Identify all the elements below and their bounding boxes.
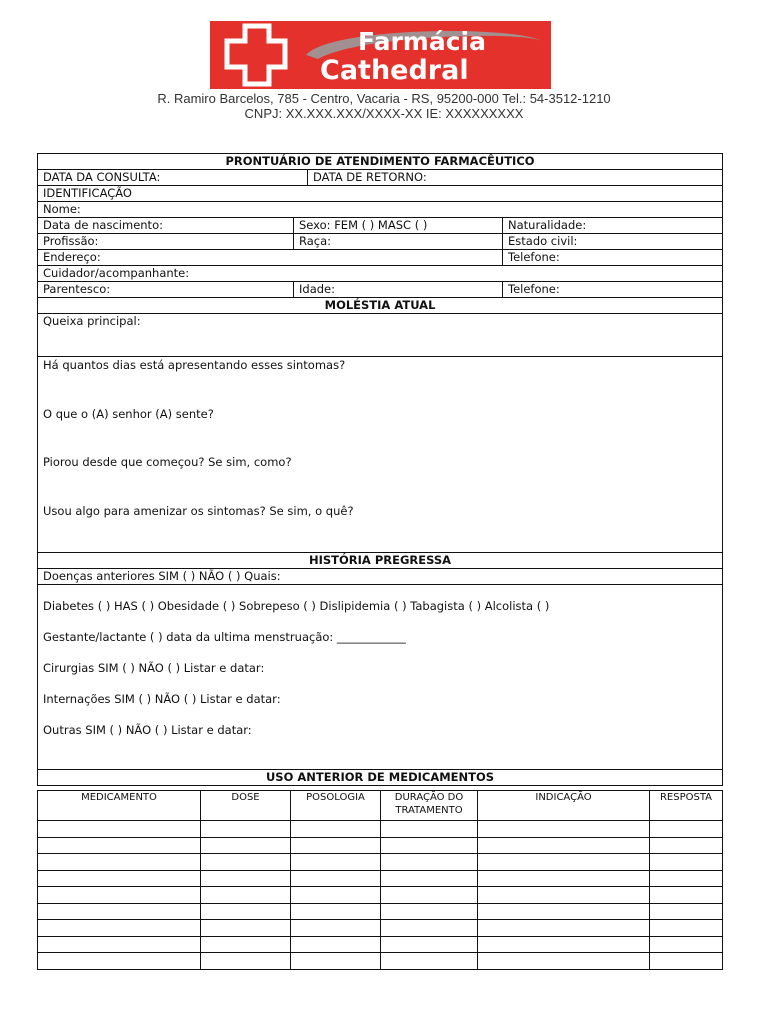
gestante-line: Gestante/lactante ( ) data da ultima menstruação: ____________ — [43, 630, 406, 644]
table-cell[interactable] — [291, 854, 381, 871]
table-cell[interactable] — [650, 920, 723, 937]
table-cell[interactable] — [291, 920, 381, 937]
address-line: R. Ramiro Barcelos, 785 - Centro, Vacaria - RS, 95200-000 Tel.: 54-3512-1210 — [157, 91, 611, 106]
cirurgias-line: Cirurgias SIM ( ) NÃO ( ) Listar e datar: — [43, 661, 265, 675]
table-cell[interactable] — [201, 936, 291, 953]
table-cell[interactable] — [381, 936, 478, 953]
table-cell[interactable] — [381, 920, 478, 937]
table-cell[interactable] — [650, 903, 723, 920]
table-cell[interactable] — [201, 887, 291, 904]
table-cell[interactable] — [478, 936, 650, 953]
diabetes-line: Diabetes ( ) HAS ( ) Obesidade ( ) Sobrepeso ( ) Dislipidemia ( ) Tabagista ( ) Alcolista ( ) — [43, 599, 550, 613]
table-row[interactable] — [38, 953, 723, 970]
medication-table — [37, 790, 723, 970]
table-cell[interactable] — [478, 887, 650, 904]
table-cell[interactable] — [201, 821, 291, 838]
table-cell[interactable] — [650, 936, 723, 953]
historia-heading: HISTÓRIA PREGRESSA — [38, 553, 723, 569]
question-amenizar: Usou algo para amenizar os sintomas? Se sim, o quê? — [43, 503, 354, 518]
question-dias: Há quantos dias está apresentando esses sintomas? — [43, 358, 346, 372]
table-cell[interactable] — [201, 870, 291, 887]
queixa-field[interactable]: Queixa principal: — [38, 314, 723, 357]
table-cell[interactable] — [291, 870, 381, 887]
table-cell[interactable] — [38, 953, 201, 970]
table-cell[interactable] — [478, 837, 650, 854]
table-cell[interactable] — [201, 920, 291, 937]
question-piorou: Piorou desde que começou? Se sim, como? — [43, 455, 292, 469]
table-cell[interactable] — [381, 953, 478, 970]
table-cell[interactable] — [478, 903, 650, 920]
table-cell[interactable] — [38, 837, 201, 854]
col-medicamento: MEDICAMENTO — [38, 791, 201, 821]
raca-field[interactable]: Raça: — [294, 234, 503, 250]
table-row[interactable] — [38, 854, 723, 871]
table-cell[interactable] — [291, 953, 381, 970]
idade-field[interactable]: Idade: — [294, 282, 503, 298]
cross-icon — [227, 26, 285, 84]
table-cell[interactable] — [381, 887, 478, 904]
doencas-field[interactable]: Doenças anteriores SIM ( ) NÃO ( ) Quais: — [38, 569, 723, 585]
table-cell[interactable] — [38, 920, 201, 937]
table-cell[interactable] — [201, 854, 291, 871]
table-cell[interactable] — [291, 821, 381, 838]
table-row[interactable] — [38, 870, 723, 887]
brand-line2: Cathedral — [320, 55, 469, 86]
cuidador-field[interactable]: Cuidador/acompanhante: — [38, 266, 723, 282]
estado-civil-field[interactable]: Estado civil: — [503, 234, 723, 250]
table-cell[interactable] — [478, 854, 650, 871]
parentesco-field[interactable]: Parentesco: — [38, 282, 294, 298]
table-cell[interactable] — [38, 936, 201, 953]
cnpj-line: CNPJ: XX.XXX.XXX/XXXX-XX IE: XXXXXXXXX — [244, 106, 524, 121]
col-indicacao: INDICAÇÃO — [478, 791, 650, 821]
col-resposta: RESPOSTA — [650, 791, 723, 821]
table-cell[interactable] — [381, 870, 478, 887]
table-row[interactable] — [38, 821, 723, 838]
form-title: PRONTUÁRIO DE ATENDIMENTO FARMACÊUTICO — [38, 154, 723, 170]
col-duracao: DURAÇÃO DO TRATAMENTO — [381, 791, 478, 821]
table-row[interactable] — [38, 903, 723, 920]
table-cell[interactable] — [381, 854, 478, 871]
table-cell[interactable] — [201, 953, 291, 970]
table-row[interactable] — [38, 837, 723, 854]
table-cell[interactable] — [381, 903, 478, 920]
brand-line1: Farmácia — [358, 27, 486, 56]
col-dose: DOSE — [201, 791, 291, 821]
telefone-field[interactable]: Telefone: — [503, 250, 723, 266]
table-cell[interactable] — [478, 870, 650, 887]
table-cell[interactable] — [381, 837, 478, 854]
data-consulta-field[interactable]: DATA DA CONSULTA: — [38, 170, 308, 186]
endereco-field[interactable]: Endereço: — [38, 250, 503, 266]
historia-block[interactable] — [38, 585, 723, 770]
table-cell[interactable] — [650, 821, 723, 838]
table-cell[interactable] — [650, 854, 723, 871]
internacoes-line: Internações SIM ( ) NÃO ( ) Listar e datar: — [43, 692, 281, 706]
table-cell[interactable] — [291, 837, 381, 854]
sexo-field[interactable]: Sexo: FEM ( ) MASC ( ) — [294, 218, 503, 234]
table-row[interactable] — [38, 887, 723, 904]
nome-field[interactable]: Nome: — [38, 202, 723, 218]
form-table — [37, 153, 723, 786]
table-cell[interactable] — [478, 821, 650, 838]
table-cell[interactable] — [201, 837, 291, 854]
table-row[interactable] — [38, 936, 723, 953]
table-cell[interactable] — [38, 821, 201, 838]
telefone2-field[interactable]: Telefone: — [503, 282, 723, 298]
naturalidade-field[interactable]: Naturalidade: — [503, 218, 723, 234]
data-retorno-field[interactable]: DATA DE RETORNO: — [308, 170, 723, 186]
table-cell[interactable] — [478, 920, 650, 937]
logo-graphic — [210, 21, 551, 89]
table-cell[interactable] — [201, 903, 291, 920]
table-cell[interactable] — [650, 837, 723, 854]
table-cell[interactable] — [291, 903, 381, 920]
table-cell[interactable] — [650, 953, 723, 970]
data-nascimento-field[interactable]: Data de nascimento: — [38, 218, 294, 234]
profissao-field[interactable]: Profissão: — [38, 234, 294, 250]
table-cell[interactable] — [478, 953, 650, 970]
outras-line: Outras SIM ( ) NÃO ( ) Listar e datar: — [43, 723, 252, 737]
table-cell[interactable] — [38, 903, 201, 920]
col-posologia: POSOLOGIA — [291, 791, 381, 821]
table-cell[interactable] — [291, 936, 381, 953]
sintomas-block[interactable] — [38, 357, 723, 553]
table-cell[interactable] — [381, 821, 478, 838]
uso-anterior-heading: USO ANTERIOR DE MEDICAMENTOS — [38, 770, 723, 786]
identificacao-heading: IDENTIFICAÇÃO — [38, 186, 723, 202]
pharmacy-logo — [210, 21, 551, 89]
molestia-heading: MOLÉSTIA ATUAL — [38, 298, 723, 314]
table-row[interactable] — [38, 920, 723, 937]
table-cell[interactable] — [38, 887, 201, 904]
table-cell[interactable] — [38, 854, 201, 871]
table-cell[interactable] — [291, 887, 381, 904]
table-cell[interactable] — [650, 870, 723, 887]
table-cell[interactable] — [650, 887, 723, 904]
table-cell[interactable] — [38, 870, 201, 887]
question-sente: O que o (A) senhor (A) sente? — [43, 406, 214, 421]
